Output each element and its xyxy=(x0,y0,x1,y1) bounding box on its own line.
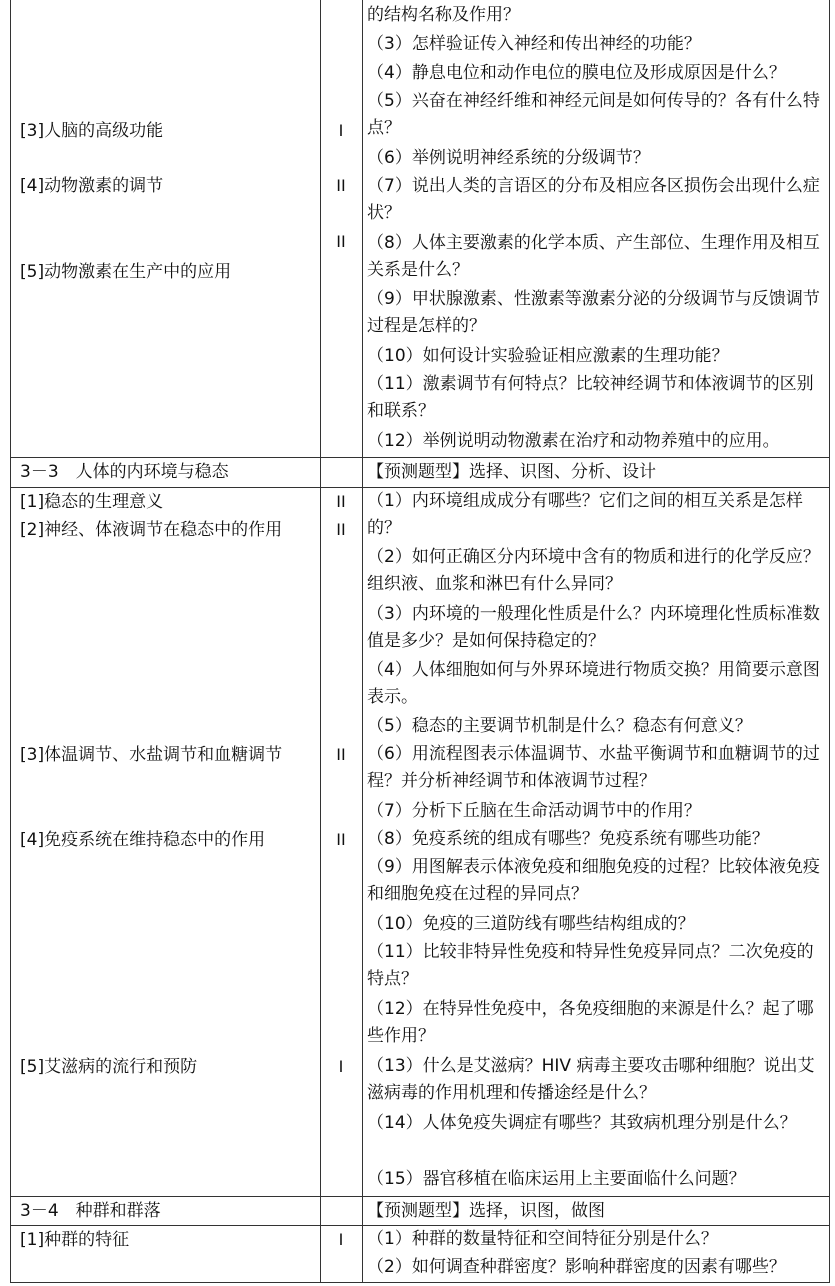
question-text: （12）举例说明动物激素在治疗和动物养殖中的应用。 xyxy=(367,431,780,451)
section-title: 3－4 种群和群落 xyxy=(20,1201,161,1221)
question-text: （9）用图解表示体液免疫和细胞免疫的过程？比较体液免疫和细胞免疫在过程的异同点？ xyxy=(367,857,820,904)
question-text: （8）人体主要激素的化学本质、产生部位、生理作用及相互关系是什么？ xyxy=(367,233,820,280)
topic-item: [1]稳态的生理意义 xyxy=(20,492,164,512)
question-text: 的结构名称及作用？ xyxy=(367,5,520,25)
level-mark: II xyxy=(336,492,346,511)
level-mark: II xyxy=(336,232,346,251)
column-divider-2 xyxy=(362,0,363,1283)
level-mark: II xyxy=(336,520,346,539)
level-mark: I xyxy=(338,1230,344,1249)
question-text: （10）如何设计实验验证相应激素的生理功能？ xyxy=(367,346,729,366)
syllabus-table xyxy=(10,0,830,1283)
topic-item: [2]神经、体液调节在稳态中的作用 xyxy=(20,520,283,540)
table-border-left xyxy=(10,0,11,1283)
question-text: （4）人体细胞如何与外界环境进行物质交换？用简要示意图表示。 xyxy=(367,660,820,707)
topic-item: [5]动物激素在生产中的应用 xyxy=(20,262,232,282)
question-text: （8）免疫系统的组成有哪些？免疫系统有哪些功能？ xyxy=(367,829,769,849)
question-text: （3）怎样验证传入神经和传出神经的功能？ xyxy=(367,34,701,54)
question-text: （10）免疫的三道防线有哪些结构组成的？ xyxy=(367,914,695,934)
question-text: （2）如何正确区分内环境中含有的物质和进行的化学反应？组织液、血浆和淋巴有什么异同？ xyxy=(367,547,820,594)
topic-item: [1]种群的特征 xyxy=(20,1230,130,1250)
section-title: 3－3 人体的内环境与稳态 xyxy=(20,462,229,482)
question-text: （11）比较非特异性免疫和特异性免疫异同点？二次免疫的特点？ xyxy=(367,942,814,989)
question-text: （5）稳态的主要调节机制是什么？稳态有何意义？ xyxy=(367,716,752,736)
question-text: （4）静息电位和动作电位的膜电位及形成原因是什么？ xyxy=(367,63,786,83)
topic-item: [4]动物激素的调节 xyxy=(20,176,164,196)
topic-item: [3]人脑的高级功能 xyxy=(20,121,164,141)
question-types: 【预测题型】选择、识图、分析、设计 xyxy=(367,462,656,482)
level-mark: I xyxy=(338,1057,344,1076)
question-text: （12）在特异性免疫中，各免疫细胞的来源是什么？起了哪些作用？ xyxy=(367,999,814,1046)
question-text: （6）用流程图表示体温调节、水盐平衡调节和血糖调节的过程？并分析神经调节和体液调节过程？ xyxy=(367,744,820,791)
question-text: （14）人体免疫失调症有哪些？其致病机理分别是什么？ xyxy=(367,1113,797,1133)
question-text: （1）种群的数量特征和空间特征分别是什么？ xyxy=(367,1229,718,1249)
question-text: （13）什么是艾滋病？HIV 病毒主要攻击哪种细胞？说出艾滋病毒的作用机理和传播途经是什么？ xyxy=(367,1056,815,1103)
level-mark: II xyxy=(336,176,346,195)
question-text: （15）器官移植在临床运用上主要面临什么问题？ xyxy=(367,1169,746,1189)
question-text: （5）兴奋在神经纤维和神经元间是如何传导的？各有什么特点？ xyxy=(367,91,820,138)
level-mark: II xyxy=(336,830,346,849)
question-text: （6）举例说明神经系统的分级调节？ xyxy=(367,148,650,168)
question-text: （3）内环境的一般理化性质是什么？内环境理化性质标准数值是多少？是如何保持稳定的？ xyxy=(367,604,820,651)
question-text: （9）甲状腺激素、性激素等激素分泌的分级调节与反馈调节过程是怎样的？ xyxy=(367,289,820,336)
question-text: （7）说出人类的言语区的分布及相应各区损伤会出现什么症状？ xyxy=(367,176,820,223)
question-text: （7）分析下丘脑在生命活动调节中的作用？ xyxy=(367,801,701,821)
topic-item: [4]免疫系统在维持稳态中的作用 xyxy=(20,830,266,850)
topic-item: [5]艾滋病的流行和预防 xyxy=(20,1057,198,1077)
question-types: 【预测题型】选择，识图，做图 xyxy=(367,1201,605,1221)
topic-item: [3]体温调节、水盐调节和血糖调节 xyxy=(20,745,283,765)
question-text: （11）激素调节有何特点？比较神经调节和体液调节的区别和联系？ xyxy=(367,374,814,421)
table-border-bottom xyxy=(10,1282,830,1283)
level-mark: II xyxy=(336,745,346,764)
question-text: （1）内环境组成成分有哪些？它们之间的相互关系是怎样的？ xyxy=(367,491,803,538)
level-mark: I xyxy=(338,121,344,140)
question-text: （2）如何调查种群密度？影响种群密度的因素有哪些？ xyxy=(367,1257,786,1277)
